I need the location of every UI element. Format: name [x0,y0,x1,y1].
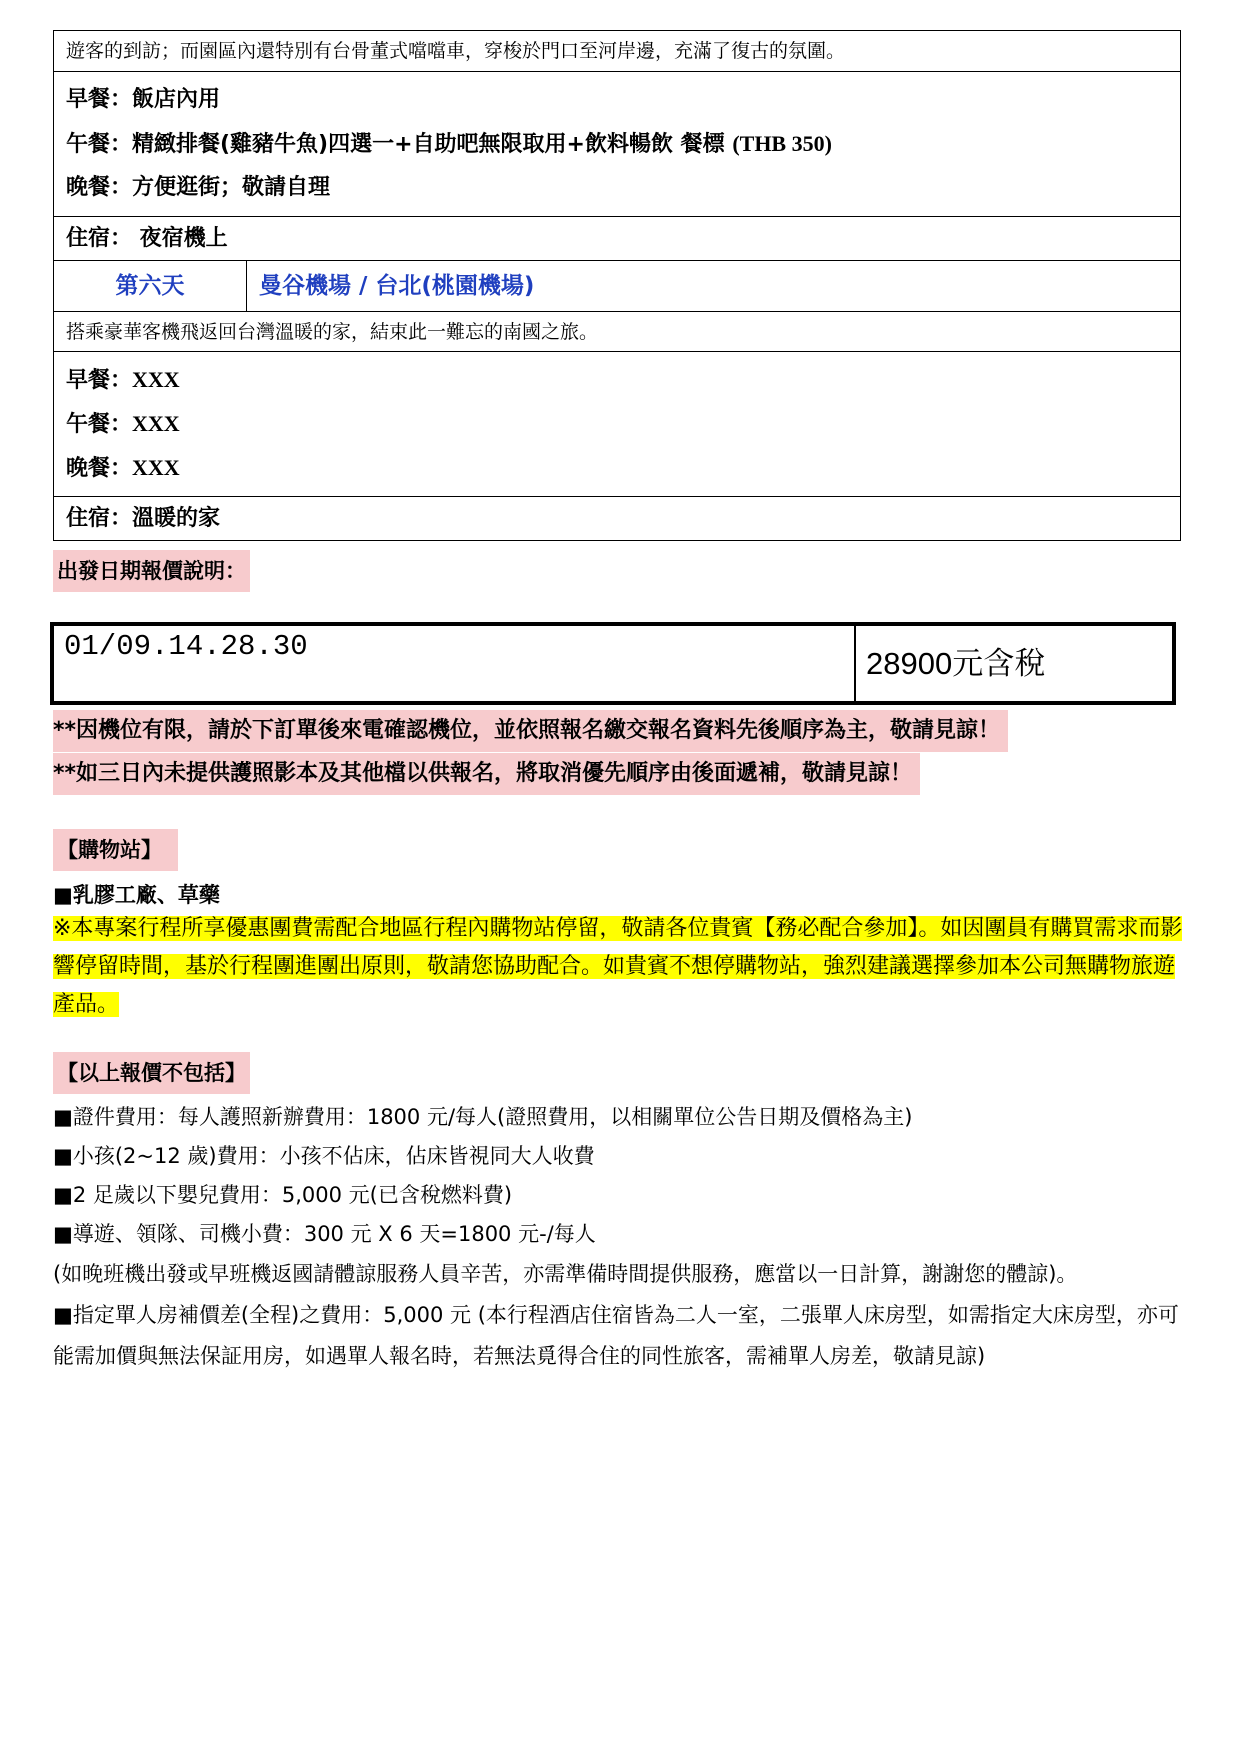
day5-breakfast-text: 早餐：飯店內用 [66,87,221,112]
day6-meals [54,351,1180,496]
day6-breakfast [66,358,1180,402]
day5-dinner-text: 晚餐：方便逛街；敬請自理 [66,175,331,200]
exclusion-item-infant: ■2 足歲以下嬰兒費用：5,000 元(已含稅燃料費) [53,1183,513,1207]
day5-lunch-price: (THB 350) [732,131,832,156]
day6-lodging [54,496,1180,540]
day6-dinner-label: 晚餐： [66,456,133,481]
day6-breakfast-value: XXX [132,367,180,392]
day6-dinner-value: XXX [132,455,180,480]
day6-lunch [66,402,1180,446]
exclusion-item-tips: ■導遊、領隊、司機小費：300 元 X 6 天=1800 元-/每人 [53,1222,596,1246]
tour-price: 28900元含稅 [866,646,1046,681]
shopping-item: ■乳膠工廠、草藥 [53,883,220,907]
day6-lunch-label: 午餐： [66,412,133,437]
day5-lodging [54,216,1180,260]
shopping-note [53,910,1193,1024]
day5-dinner [66,166,1180,210]
pricing-heading: 出發日期報價說明： [53,550,250,592]
day6-description [54,311,1180,351]
day6-description-text: 搭乘豪華客機飛返回台灣溫暖的家，結束此一難忘的南國之旅。 [66,321,599,343]
day6-lunch-value: XXX [132,411,180,436]
departure-dates: 01/09.14.28.30 [54,626,856,701]
exclusion-item-tips-note: (如晚班機出發或早班機返國請體諒服務人員辛苦，亦需準備時間提供服務，應當以一日計算，謝謝您的體諒)。 [53,1262,1078,1286]
exclusion-item-child: ■小孩(2~12 歲)費用：小孩不佔床，佔床皆視同大人收費 [53,1144,595,1168]
itinerary-table [53,30,1181,541]
day6-route: 曼谷機場 / 台北(桃園機場) [259,273,535,299]
day5-meals [54,71,1180,216]
day5-description-text: 遊客的到訪；而園區內還特別有台骨董式噹噹車，穿梭於門口至河岸邊，充滿了復古的氛圍。 [66,40,846,62]
day6-lodging-text: 住宿：溫暖的家 [66,506,221,531]
booking-notice-2: **如三日內未提供護照影本及其他檔以供報名，將取消優先順序由後面遞補，敬請見諒！ [53,753,920,795]
day6-label: 第六天 [54,261,247,311]
day5-description [54,31,1180,71]
exclusions-heading: 【以上報價不包括】 [53,1052,250,1094]
day6-dinner [66,446,1180,490]
day5-lunch [66,122,1180,166]
day6-header [54,260,1180,311]
day5-lodging-text: 住宿： 夜宿機上 [66,226,228,251]
shopping-note-text: ※本專案行程所享優惠團費需配合地區行程內購物站停留，敬請各位貴賓【務必配合參加】。如因團員有購買需求而影響停留時間，基於行程團進團出原則，敬請您協助配合。如貴賓不想停購物站，強烈建議選擇參加本公司無購物旅遊產品。 [53,916,1183,1017]
day5-breakfast [66,78,1180,122]
day6-breakfast-label: 早餐： [66,368,133,393]
exclusion-item-single-room: ■指定單人房補價差(全程)之費用：5,000 元 (本行程酒店住宿皆為二人一室，二張單人床房型，如需指定大床房型，亦可能需加價與無法保証用房，如遇單人報名時，若無法覓得合住的同性旅客，需補單人房差，敬請見諒) [53,1303,1179,1368]
day5-lunch-text: 午餐：精緻排餐(雞豬牛魚)四選一+自助吧無限取用+飲料暢飲 餐標 [66,132,733,157]
booking-notice-1: **因機位有限，請於下訂單後來電確認機位，並依照報名繳交報名資料先後順序為主，敬請見諒！ [53,710,1008,752]
price-table [50,622,1176,705]
exclusions-list [53,1098,1193,1377]
shopping-heading: 【購物站】 [53,829,178,871]
exclusion-item-passport: ■證件費用：每人護照新辦費用：1800 元/每人(證照費用，以相關單位公告日期及價格為主) [53,1105,913,1129]
